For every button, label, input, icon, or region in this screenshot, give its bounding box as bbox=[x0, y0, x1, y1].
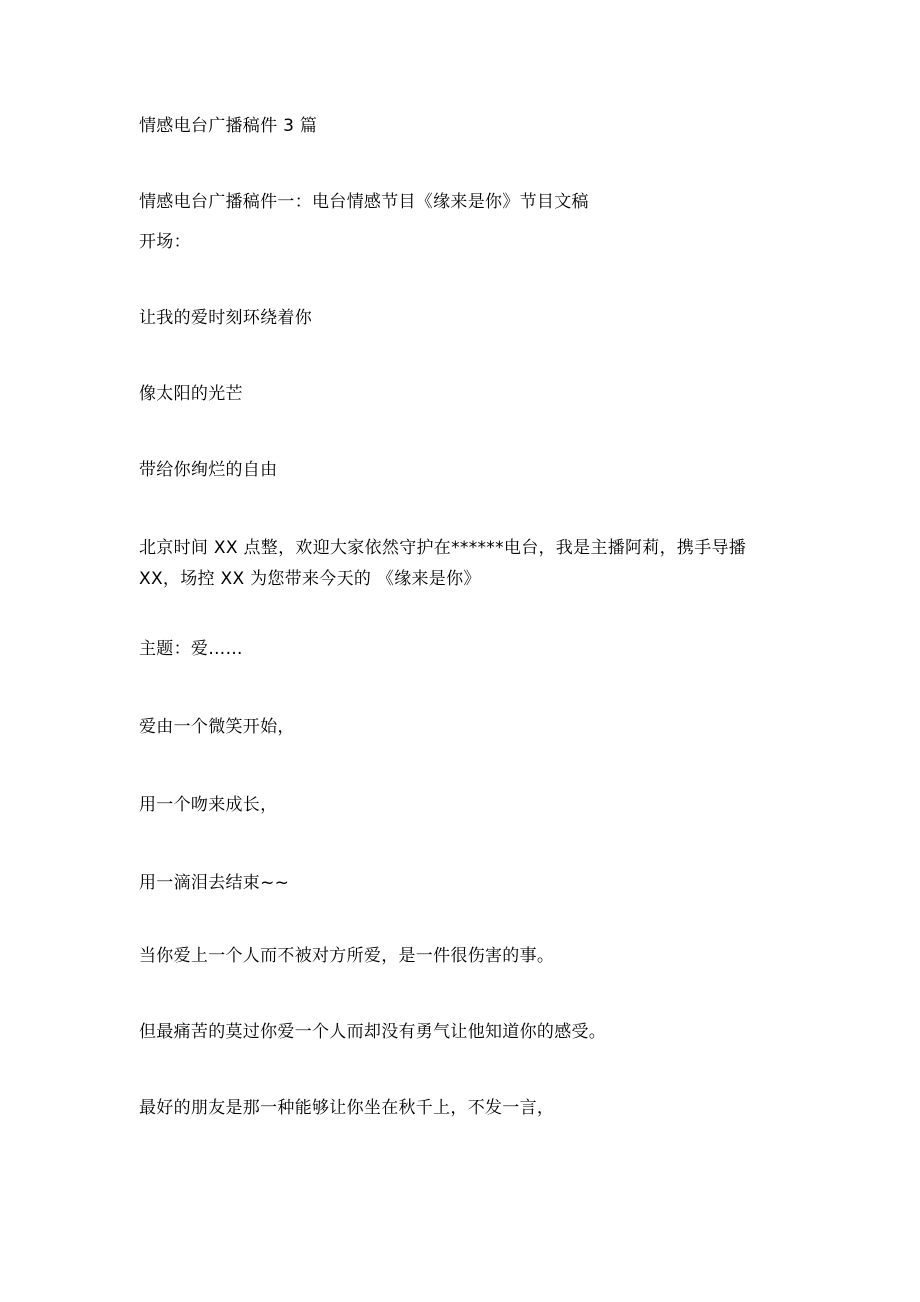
paragraph-line: 像太阳的光芒 bbox=[139, 384, 243, 404]
paragraph-line: 当你爱上一个人而不被对方所爱，是一件很伤害的事。 bbox=[139, 946, 555, 966]
paragraph-line: 用一滴泪去结束~~ bbox=[139, 873, 290, 893]
section-heading: 情感电台广播稿件一：电台情感节目《缘来是你》节目文稿 bbox=[139, 192, 589, 212]
paragraph-line: 开场： bbox=[139, 232, 191, 252]
document-title: 情感电台广播稿件 3 篇 bbox=[139, 116, 318, 136]
paragraph-line: 主题：爱…… bbox=[139, 639, 243, 659]
paragraph-line: 最好的朋友是那一种能够让你坐在秋千上，不发一言， bbox=[139, 1098, 555, 1118]
paragraph-line: XX，场控 XX 为您带来今天的 《缘来是你》 bbox=[139, 569, 481, 589]
paragraph-line: 北京时间 XX 点整，欢迎大家依然守护在******电台，我是主播阿莉，携手导播 bbox=[139, 538, 747, 558]
paragraph-line: 带给你绚烂的自由 bbox=[139, 460, 278, 480]
paragraph-line: 用一个吻来成长， bbox=[139, 795, 278, 815]
paragraph-line: 但最痛苦的莫过你爱一个人而却没有勇气让他知道你的感受。 bbox=[139, 1022, 607, 1042]
paragraph-line: 爱由一个微笑开始， bbox=[139, 717, 295, 737]
paragraph-line: 让我的爱时刻环绕着你 bbox=[139, 308, 312, 328]
